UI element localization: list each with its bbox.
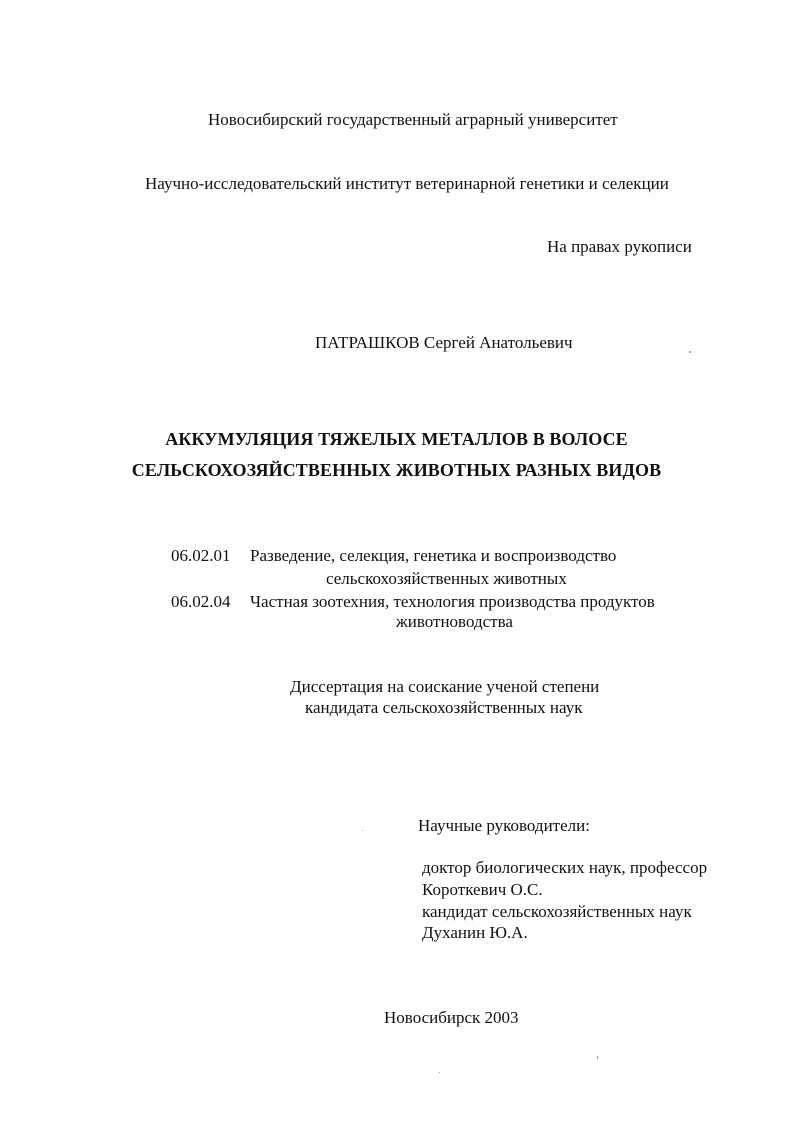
manuscript-rights-note: На правах рукописи [547,237,692,256]
degree-statement-line-2: кандидата сельскохозяйственных наук [305,698,583,717]
scan-speck [362,830,363,831]
supervisor-line: Духанин Ю.А. [422,923,528,942]
specialty-code: 06.02.04 [171,592,231,611]
specialty-name-continued: сельскохозяйственных животных [326,569,567,588]
supervisors-heading: Научные руководители: [418,816,590,835]
supervisor-line: кандидат сельскохозяйственных наук [422,902,692,921]
university-name: Новосибирский государственный аграрный университет [208,110,618,129]
scan-speck [597,1056,598,1059]
dissertation-title-line-2: СЕЛЬСКОХОЗЯЙСТВЕННЫХ ЖИВОТНЫХ РАЗНЫХ ВИДОВ [131,460,662,480]
institute-name: Научно-исследовательский институт ветеринарной генетики и селекции [145,174,669,193]
scan-speck [689,351,691,353]
specialty-name-continued: животноводства [396,612,513,631]
specialty-code: 06.02.01 [171,546,231,565]
specialty-name: Частная зоотехния, технология производства продуктов [250,592,655,611]
dissertation-title-line-1: АККУМУЛЯЦИЯ ТЯЖЕЛЫХ МЕТАЛЛОВ В ВОЛОСЕ [165,429,628,449]
specialty-name: Разведение, селекция, генетика и воспроизводство [250,546,617,565]
city-year: Новосибирск 2003 [384,1008,519,1027]
author-name: ПАТРАШКОВ Сергей Анатольевич [315,333,573,352]
degree-statement-line-1: Диссертация на соискание ученой степени [290,677,600,696]
supervisor-line: Короткевич О.С. [422,880,543,899]
supervisor-line: доктор биологических наук, профессор [422,858,708,877]
scan-speck [439,1072,440,1073]
